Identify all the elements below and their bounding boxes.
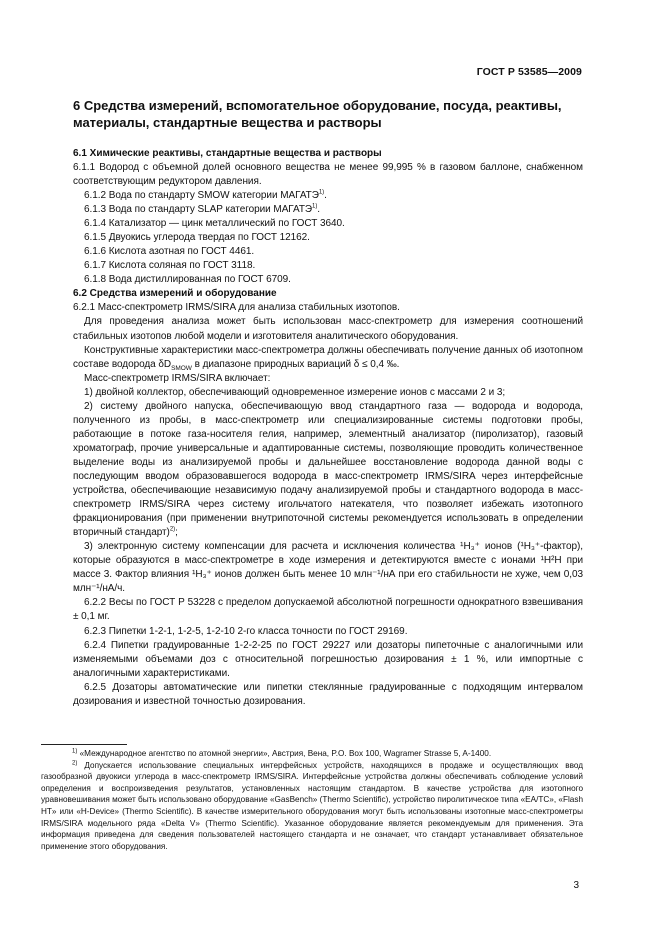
item-6-2-4: 6.2.4 Пипетки градуированные 1-2-2-25 по ГОСТ 29227 или дозаторы пипеточные с аналогичными или изменяемыми объемами доз с относительной погрешностью дозирования ± 1 %, или импортные с аналогичными характеристиками. [73,639,583,679]
list-item-3: 3) электронную систему компенсации для расчета и исключения количества ¹H₃⁺ ионов (¹H₃⁺-фактор), которые образуются в масс-спектрометре в ходе измерения и детектируются вместе с ионами ¹H²H при массе 3. Фактор влияния ¹H₃⁺ ионов должен быть менее 10 млн⁻¹/нА при его стабильности не хуже, чем 0,03 млн⁻¹/нА/ч. [73,541,583,595]
paragraph-analysis: Для проведения анализа может быть использован масс-спектрометр для измерения соотношений стабильных изотопов любой модели и изготовителя аналитического оборудования. [73,316,583,342]
subsection-title-6-1: 6.1 Химические реактивы, стандартные вещества и растворы [73,148,382,159]
footnote-ref-2: 2) [169,526,176,533]
footnotes [41,748,583,852]
item-6-2-5: 6.2.5 Дозаторы автоматические или пипетки стеклянные градуированные с подходящим интервалом дозирования и известной точностью дозирования. [73,681,583,707]
main-content [73,97,583,709]
document-id-header: ГОСТ Р 53585—2009 [476,66,582,78]
item-6-1-3: 6.1.3 Вода по стандарту SLAP категории МАГАТЭ$^{1)}$. [84,203,321,216]
footnote-ref-1: 1) [312,203,318,210]
item-6-1-7: 6.1.7 Кислота соляная по ГОСТ 3118. [84,260,256,272]
subsection-title-6-2: 6.2 Средства измерений и оборудование [73,288,277,300]
footnote-1: $^{1)}$ «Международное агентство по атомной энергии», Австрия, Вена, P.O. Box 100, Wagramer Strasse 5, A-1400. [72,748,492,758]
list-item-1: 1) двойной коллектор, обеспечивающий одновременное измерение ионов с массами 2 и 3; [84,386,506,398]
item-6-1-1: 6.1.1 Водород с объемной долей основного вещества не менее 99,995 % в газовом баллоне, снабженном соответствующим редуктором давления. [73,162,583,188]
footnote-divider [41,744,127,745]
item-6-2-3: 6.2.3 Пипетки 1-2-1, 1-2-5, 1-2-10 2-го класса точности по ГОСТ 29169. [84,625,408,637]
section-title: 6 Средства измерений, вспомогательное оборудование, посуда, реактивы, материалы, стандартные вещества и растворы [73,98,562,130]
item-6-1-5: 6.1.5 Двуокись углерода твердая по ГОСТ 12162. [84,232,310,244]
list-item-2: 2) систему двойного напуска, обеспечивающую ввод стандартного газа — водорода и водорода, полученного из пробы, в масс-спектрометр или специализированные системы подготовки пробы, работающие в потоке газа-носителя гелия, например, элементный анализатор (пиролизатор), газовый хроматограф, прочие универсальные и адаптированные системы, позволяющие проводить количественное выделение воды из анализируемой пробы и дальнейшее восстановление водорода данной воды с последующим вводом образовавшегося водорода в масс-спектрометр IRMS/SIRA через интерфейсные устройства, обеспечивающие независимую подачу анализируемой пробы и стандартного водорода в масс-спектрометр IRMS/SIRA через систему игольчатого натекателя, что позволяет избежать изотопного фракционирования (при применении внутрипоточной системы рекомендуется использовать в определении вторичный стандарт)$^{2)}$; [73,400,583,539]
item-6-1-4: 6.1.4 Катализатор — цинк металлический по ГОСТ 3640. [84,218,345,230]
footnote-ref-1: 1) [318,189,325,196]
item-6-1-6: 6.1.6 Кислота азотная по ГОСТ 4461. [84,246,255,258]
paragraph-includes: Масс-спектрометр IRMS/SIRA включает: [84,372,271,384]
item-6-2-1: 6.2.1 Масс-спектрометр IRMS/SIRA для анализа стабильных изотопов. [73,302,400,314]
item-6-2-2: 6.2.2 Весы по ГОСТ Р 53228 с пределом допускаемой абсолютной погрешности однократного взвешивания ± 0,1 мг. [73,597,583,623]
paragraph-characteristics: Конструктивные характеристики масс-спектрометра должны обеспечивать получение данных об изотопном составе водорода $\delta D_{SMOW}$ в диапазоне природных вариаций δ ≤ 0,4 ‰. [73,344,583,372]
item-6-1-8: 6.1.8 Вода дистиллированная по ГОСТ 6709. [84,274,291,286]
item-6-1-2: 6.1.2 Вода по стандарту SMOW категории МАГАТЭ$^{1)}$. [84,189,327,202]
footnote-2: $^{2)}$ Допускается использование специальных интерфейсных устройств, находящихся в продаже и осуществляющих ввод газообразной двуокиси углерода в масс-спектрометр IRMS/SIRA. Интерфейсные устройства должны обеспечивать соблюдение условий определения и воспроизведения результатов, установленных настоящим стандартом. В качестве устройства для изотопного уравновешивания может быть использовано оборудование «GasBench» (Thermo Scientific), устройство пиролитическое типа «EA/TC», «Flash HT» или «H-Device» (Thermo Scientific). В качестве измерительного оборудования могут быть использованы изотопные масс-спектрометры IRMS/SIRA модельного ряда «Delta V» (Thermo Scientific). Указанное оборудование является рекомендуемым для применения. Эта информация приведена для сведения пользователей настоящего стандарта и не означает, что стандарт устанавливает обязательное применение этого оборудования. [41,759,583,851]
page-number: 3 [573,880,579,891]
